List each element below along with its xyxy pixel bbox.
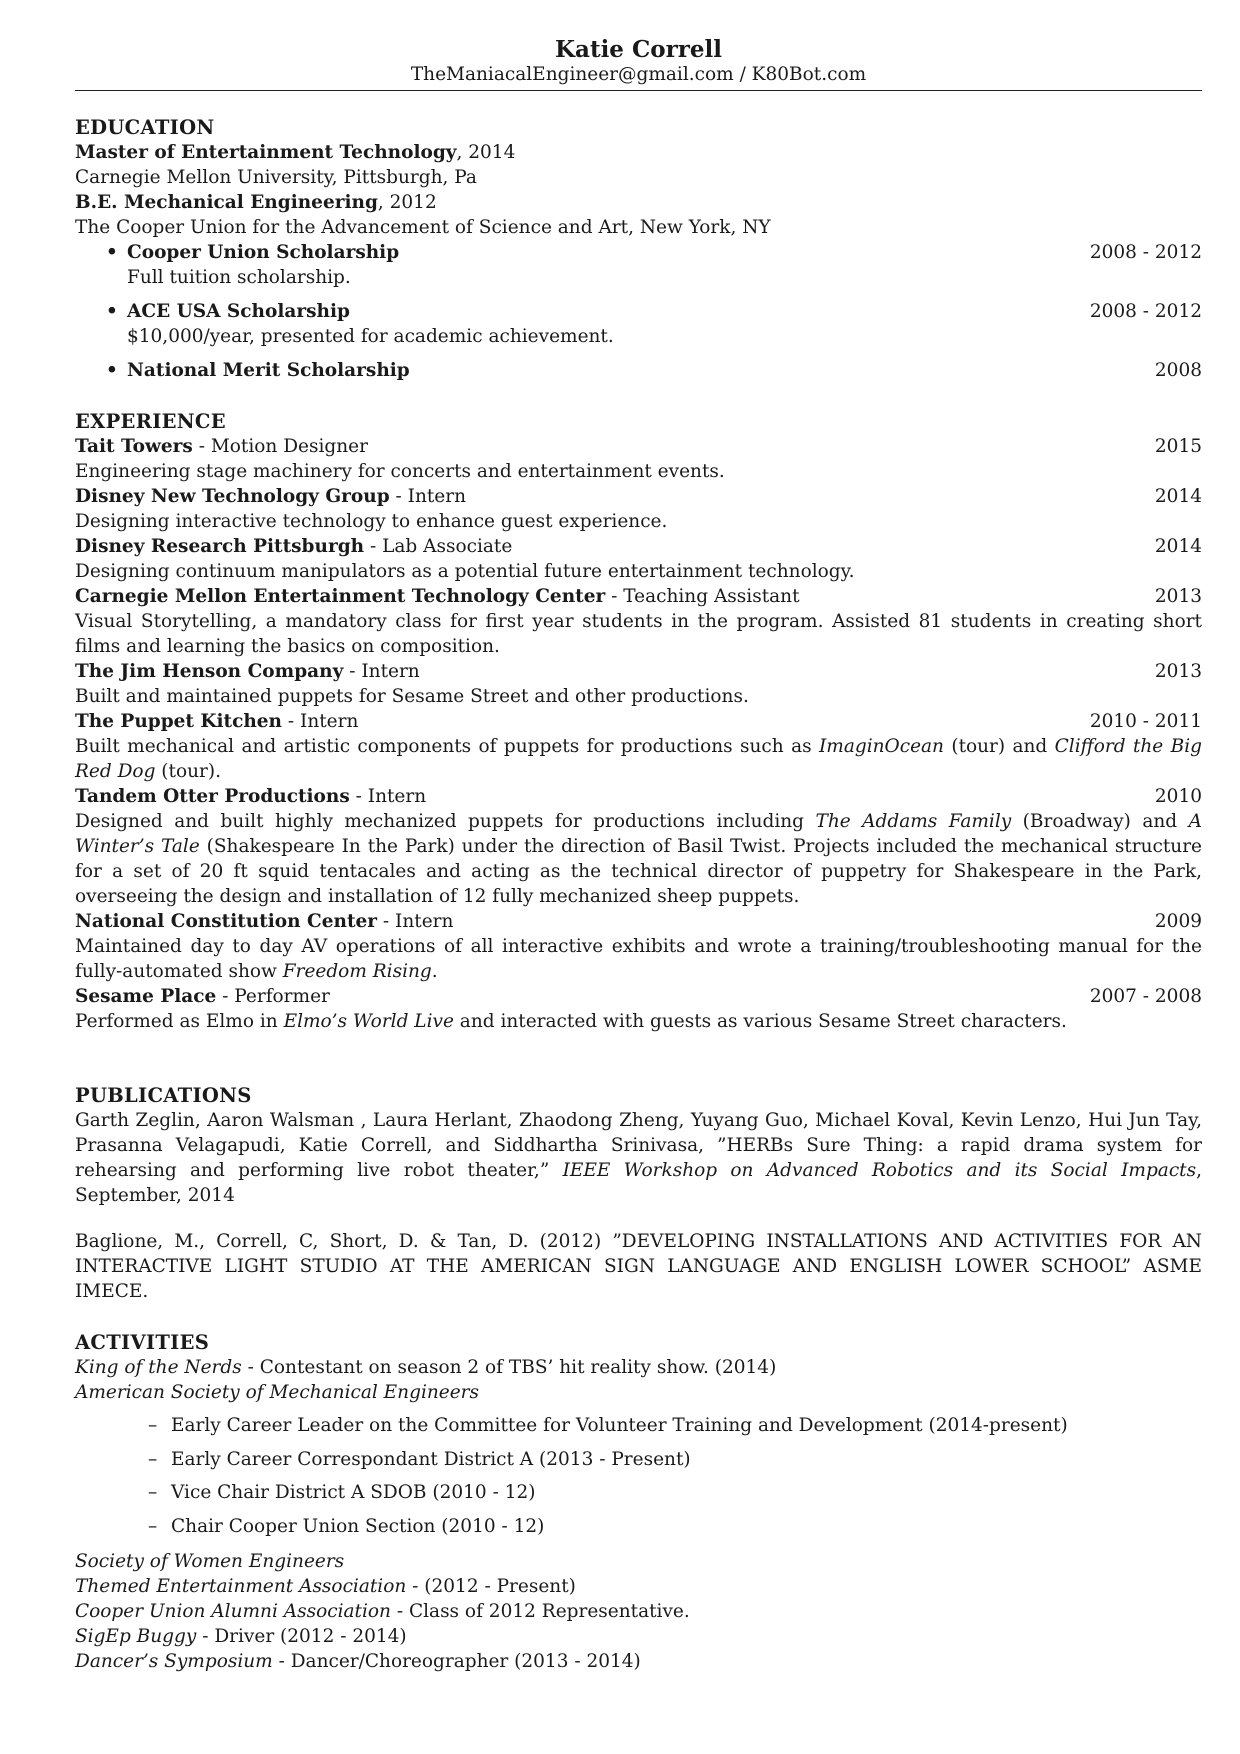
job-title xyxy=(75,484,466,509)
section-title-experience: EXPERIENCE xyxy=(75,410,226,433)
publication-item xyxy=(75,1229,1202,1304)
text-run: Designed and built highly mechanized puppets for productions including xyxy=(75,811,816,832)
text-run: Designing continuum manipulators as a potential future entertainment technology. xyxy=(75,561,855,582)
job-title xyxy=(75,784,426,809)
job-list xyxy=(75,434,1202,1034)
publication-item xyxy=(75,1108,1202,1208)
job-item xyxy=(75,484,1202,534)
job-org: The Jim Henson Company xyxy=(75,661,344,682)
job-row xyxy=(75,709,1202,734)
italic-title: Clifford the Big Red Dog xyxy=(75,736,1202,782)
job-desc xyxy=(75,809,1202,909)
degree-list xyxy=(75,140,1202,240)
asme-role-text: Chair Cooper Union Section (2010 - 12) xyxy=(171,1515,545,1537)
job-date: 2013 xyxy=(1154,586,1202,607)
dash-icon: – xyxy=(148,1448,158,1470)
job-org: National Constitution Center xyxy=(75,911,378,932)
text-run: (tour) and xyxy=(943,736,1055,757)
text-run: Engineering stage machinery for concerts and entertainment events. xyxy=(75,461,725,482)
job-role: - Performer xyxy=(216,986,330,1007)
asme-role-list xyxy=(148,1409,1202,1543)
job-desc xyxy=(75,734,1202,784)
text-run: (Shakespeare In the Park) under the direction of Basil Twist. Projects included the mechanical structure for a set of 20 ft squid tentacales and acting as the technical director of puppetry for Shakespeare in the Park, overseeing the design and installation of 12 fully mechanized sheep puppets. xyxy=(75,836,1203,907)
asme-role-text: Early Career Correspondant District A (2013 - Present) xyxy=(171,1448,691,1470)
degree-line xyxy=(75,140,1202,165)
activity-item xyxy=(75,1355,1202,1380)
degree-year: , 2012 xyxy=(377,192,437,213)
job-item xyxy=(75,709,1202,784)
activity-name: King of the Nerds xyxy=(75,1357,242,1378)
job-org: Tandem Otter Productions xyxy=(75,786,350,807)
job-date: 2015 xyxy=(1154,436,1202,457)
publication-list xyxy=(75,1108,1202,1304)
text-run: (tour). xyxy=(155,761,221,782)
text-run: Performed as Elmo in xyxy=(75,1011,284,1032)
dash-icon: – xyxy=(148,1482,158,1503)
job-date: 2010 - 2011 xyxy=(1089,711,1202,732)
job-role: - Intern xyxy=(343,661,420,682)
job-item xyxy=(75,584,1202,659)
job-role: - Motion Designer xyxy=(192,436,368,457)
job-item xyxy=(75,534,1202,584)
award-name: National Merit Scholarship xyxy=(127,360,410,381)
experience-section xyxy=(75,409,1202,1034)
award-name: Cooper Union Scholarship xyxy=(127,242,400,263)
job-title xyxy=(75,984,330,1009)
job-title xyxy=(75,434,368,459)
job-role: - Lab Associate xyxy=(364,536,513,557)
award-item xyxy=(106,299,1202,349)
award-list xyxy=(106,240,1202,383)
award-date: 2008 - 2012 xyxy=(1089,301,1202,322)
activity-name: SigEp Buggy xyxy=(75,1626,197,1647)
job-org: Disney New Technology Group xyxy=(75,486,390,507)
job-row xyxy=(75,434,1202,459)
job-desc xyxy=(75,1009,1202,1034)
job-desc xyxy=(75,459,1202,484)
job-role: - Intern xyxy=(282,711,359,732)
italic-title: Elmo’s World Live xyxy=(283,1011,454,1032)
publications-section xyxy=(75,1083,1202,1304)
bullet-icon: • xyxy=(106,360,118,381)
dash-icon: – xyxy=(148,1515,158,1537)
text-run: . xyxy=(431,961,438,982)
italic-title: IEEE Workshop on Advanced Robotics and its Social Impacts xyxy=(562,1160,1197,1181)
candidate-name: Katie Correll xyxy=(555,36,722,63)
text-run: Visual Storytelling, a mandatory class for first year students in the program. Assisted 81 students in creating short films and learning the basics on composition. xyxy=(75,611,1202,657)
asme-role-item xyxy=(148,1443,1202,1477)
activity-list-top xyxy=(75,1355,1202,1405)
education-section xyxy=(75,115,1202,383)
text-run: Garth Zeglin, Aaron Walsman , Laura Herlant, Zhaodong Zheng, Yuyang Guo, Michael Koval, Kevin Lenzo, Hui Jun Tay, Prasanna Velagapudi, Katie Correll, and Siddhartha Srinivasa, ”HERBs Sure Thing: a rapid drama system for rehearsing and performing live robot theater,” xyxy=(75,1110,1202,1181)
job-org: Carnegie Mellon Entertainment Technology Center xyxy=(75,586,606,607)
job-role: - Intern xyxy=(389,486,467,507)
award-date: 2008 xyxy=(1154,360,1202,381)
job-desc xyxy=(75,509,1202,534)
job-org: Disney Research Pittsburgh xyxy=(75,536,365,557)
asme-role-item xyxy=(148,1409,1202,1443)
text-run: Built and maintained puppets for Sesame Street and other productions. xyxy=(75,686,749,707)
degree-year: , 2014 xyxy=(456,142,516,163)
job-date: 2014 xyxy=(1154,536,1202,557)
job-item xyxy=(75,434,1202,484)
activity-name: Cooper Union Alumni Association xyxy=(75,1601,391,1622)
resume-content xyxy=(75,0,1202,1674)
job-item xyxy=(75,784,1202,909)
award-desc: $10,000/year, presented for academic achievement. xyxy=(127,326,614,347)
asme-role-text: Early Career Leader on the Committee for Volunteer Training and Development (2014-present) xyxy=(171,1415,1068,1436)
bullet-icon: • xyxy=(106,242,118,263)
award-desc: Full tuition scholarship. xyxy=(127,267,351,288)
job-row xyxy=(75,484,1202,509)
activity-item xyxy=(75,1624,1202,1649)
job-role: - Intern xyxy=(377,911,454,932)
degree-school: The Cooper Union for the Advancement of Science and Art, New York, NY xyxy=(75,217,771,238)
award-row xyxy=(127,240,1202,265)
activity-name: American Society of Mechanical Engineers xyxy=(75,1382,480,1403)
section-title-publications: PUBLICATIONS xyxy=(75,1084,252,1107)
activity-item xyxy=(75,1574,1202,1599)
text-run: Designing interactive technology to enhance guest experience. xyxy=(75,511,668,532)
award-name: ACE USA Scholarship xyxy=(127,301,350,322)
job-date: 2009 xyxy=(1154,911,1202,932)
italic-title: Freedom Rising xyxy=(282,961,432,982)
job-desc xyxy=(75,609,1202,659)
activity-item xyxy=(75,1599,1202,1624)
activity-detail: - Dancer/Choreographer (2013 - 2014) xyxy=(272,1651,641,1672)
job-role: - Intern xyxy=(349,786,427,807)
activity-item xyxy=(75,1649,1202,1674)
job-org: The Puppet Kitchen xyxy=(75,711,283,732)
degree-line xyxy=(75,190,1202,215)
activity-name: Society of Women Engineers xyxy=(75,1551,345,1572)
activity-detail: - Driver (2012 - 2014) xyxy=(196,1626,407,1647)
text-run: Baglione, M., Correll, C, Short, D. & Tan, D. (2012) ”DEVELOPING INSTALLATIONS AND ACTIVITIES FOR AN INTERACTIVE LIGHT STUDIO AT THE AMERICAN SIGN LANGUAGE AND ENGLISH LOWER SCHOOL” ASME IMECE. xyxy=(75,1231,1202,1302)
text-run: Maintained day to day AV operations of all interactive exhibits and wrote a training/troubleshooting manual for the fully-automated show xyxy=(75,936,1202,982)
job-row xyxy=(75,784,1202,809)
job-title xyxy=(75,709,358,734)
activity-list-bottom xyxy=(75,1549,1202,1674)
asme-role-item xyxy=(148,1476,1202,1510)
job-date: 2007 - 2008 xyxy=(1089,986,1202,1007)
italic-title: A Winter’s Tale xyxy=(75,811,1202,857)
text-run: (Broadway) and xyxy=(1011,811,1189,832)
job-row xyxy=(75,909,1202,934)
italic-title: The Addams Family xyxy=(815,811,1012,832)
job-org: Sesame Place xyxy=(75,986,217,1007)
job-item xyxy=(75,909,1202,984)
award-body xyxy=(127,240,1202,290)
job-title xyxy=(75,584,800,609)
job-date: 2010 xyxy=(1154,786,1202,807)
award-date: 2008 - 2012 xyxy=(1089,242,1202,263)
job-title xyxy=(75,659,420,684)
job-row xyxy=(75,659,1202,684)
degree-name: B.E. Mechanical Engineering xyxy=(75,192,378,213)
dash-icon: – xyxy=(148,1415,158,1436)
award-item xyxy=(106,240,1202,290)
text-run: and interacted with guests as various Sesame Street characters. xyxy=(453,1011,1067,1032)
award-item xyxy=(106,358,1202,383)
section-title-education: EDUCATION xyxy=(75,116,215,139)
job-item xyxy=(75,984,1202,1034)
italic-title: ImaginOcean xyxy=(818,736,944,757)
job-title xyxy=(75,909,453,934)
award-body xyxy=(127,299,1202,349)
job-org: Tait Towers xyxy=(75,436,193,457)
activity-name: Dancer’s Symposium xyxy=(75,1651,273,1672)
activity-item xyxy=(75,1380,1202,1405)
job-row xyxy=(75,584,1202,609)
activity-detail: - Contestant on season 2 of TBS’ hit reality show. (2014) xyxy=(241,1357,777,1378)
degree-school: Carnegie Mellon University, Pittsburgh, Pa xyxy=(75,167,477,188)
job-desc xyxy=(75,684,1202,709)
job-row xyxy=(75,984,1202,1009)
job-desc xyxy=(75,934,1202,984)
activities-section xyxy=(75,1330,1202,1674)
activity-item xyxy=(75,1549,1202,1574)
job-role: - Teaching Assistant xyxy=(605,586,800,607)
award-row xyxy=(127,299,1202,324)
text-run: , September, 2014 xyxy=(75,1160,1202,1206)
job-item xyxy=(75,659,1202,709)
activity-name: Themed Entertainment Association xyxy=(75,1576,407,1597)
job-desc xyxy=(75,559,1202,584)
job-date: 2013 xyxy=(1154,661,1202,682)
job-date: 2014 xyxy=(1154,486,1202,507)
job-title xyxy=(75,534,512,559)
header-divider xyxy=(75,90,1202,91)
award-body xyxy=(127,358,1202,383)
section-title-activities: ACTIVITIES xyxy=(75,1331,210,1354)
bullet-icon: • xyxy=(106,301,118,322)
job-row xyxy=(75,534,1202,559)
resume-header xyxy=(75,0,1202,91)
award-row xyxy=(127,358,1202,383)
text-run: Built mechanical and artistic components of puppets for productions such as xyxy=(75,736,819,757)
degree-name: Master of Entertainment Technology xyxy=(75,142,457,163)
activity-detail: - Class of 2012 Representative. xyxy=(390,1601,690,1622)
activity-detail: - (2012 - Present) xyxy=(406,1576,576,1597)
asme-role-text: Vice Chair District A SDOB (2010 - 12) xyxy=(171,1482,536,1503)
asme-role-item xyxy=(148,1510,1202,1544)
contact-line: TheManiacalEngineer@gmail.com / K80Bot.com xyxy=(410,64,867,85)
